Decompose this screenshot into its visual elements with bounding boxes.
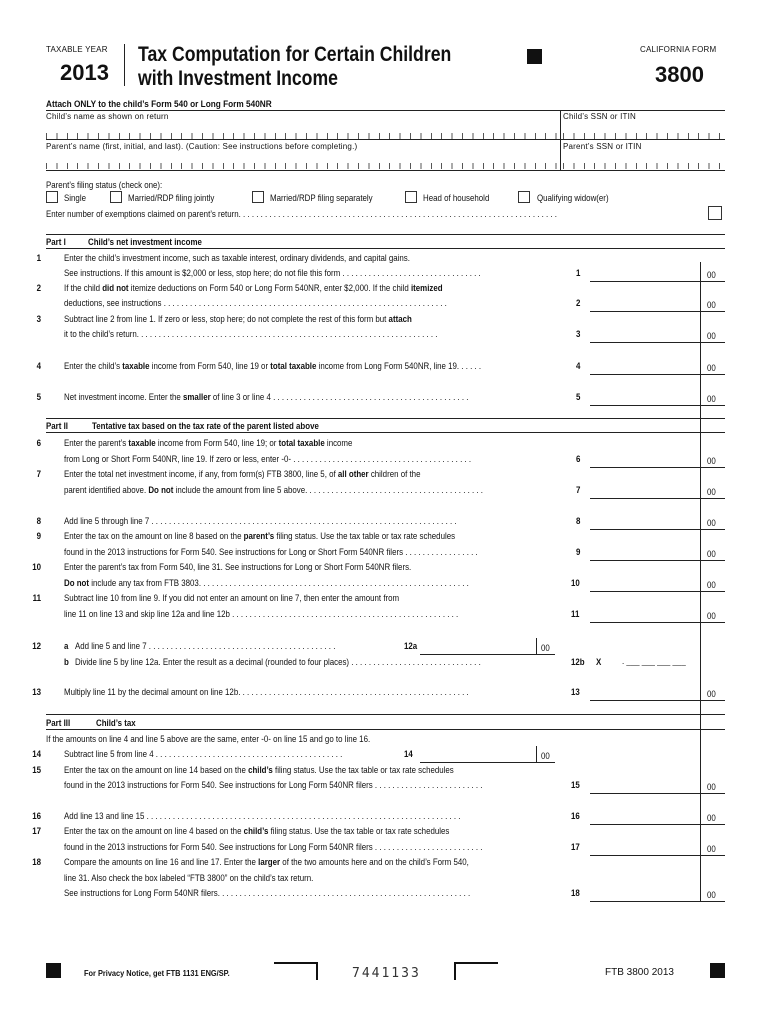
line-ref: 13 [571,687,580,697]
line-1-text-2: See instructions. If this amount is $2,000 or less, stop here; do not file this form . . . . . . . . . . . . . . . . . . . . . . . . . . . . . . . . [64,268,481,278]
line-13-text: Multiply line 11 by the decimal amount on line 12b. . . . . . . . . . . . . . . . . . . . . . . . . . . . . . . . . . . . . . . . . . . . . . . . . . . . . [64,687,469,697]
registration-mark [527,49,542,64]
line-number: 12 [32,641,41,651]
married-separately-label: Married/RDP filing separately [270,193,373,203]
line-ref: 2 [576,298,581,308]
line-14-text: Subtract line 5 from line 4 . . . . . . . . . . . . . . . . . . . . . . . . . . . . . . . . . . . . . . . . . . . [64,749,343,759]
registration-mark [46,963,61,978]
line-18-text-3: See instructions for Long Form 540NR filers. . . . . . . . . . . . . . . . . . . . . . . . . . . . . . . . . . . . . . . . . . . . . . . . . . . . . . . . . . [64,888,471,898]
line-12a-text: Add line 5 and line 7 . . . . . . . . . . . . . . . . . . . . . . . . . . . . . . . . . . . . . . . . . . . [75,641,336,651]
part-3-title: Child’s tax [96,718,136,728]
form-number: 3800 [655,62,704,87]
line-1-amount[interactable] [590,281,725,282]
line-11-text: Subtract line 10 from line 9. If you did not enter an amount on line 7, then enter the amount from [64,593,400,603]
line-13-amount[interactable] [590,700,725,701]
line-10-text-2: Do not include any tax from FTB 3803. . . . . . . . . . . . . . . . . . . . . . . . . . . . . . . . . . . . . . . . . . . . . . . . . . . . . . . . . . . . . . [64,578,469,588]
line-4-amount[interactable] [590,374,725,375]
parent-name-field[interactable] [46,163,558,169]
line-17-amount[interactable] [590,855,725,856]
part-rule [46,432,725,433]
part-rule [46,418,725,419]
line-18-amount[interactable] [590,901,725,902]
header-divider [124,44,125,86]
cents: 00 [707,580,716,590]
privacy-notice: For Privacy Notice, get FTB 1131 ENG/SP. [84,968,230,978]
part-3-intro: If the amounts on line 4 and line 5 above are the same, enter -0- on line 15 and go to line 16. [46,734,371,744]
registration-mark [710,963,725,978]
line-15-text: Enter the tax on the amount on line 14 based on the child’s filing status. Use the tax table or tax rate schedules [64,765,454,775]
married-jointly-label: Married/RDP filing jointly [128,193,215,203]
line-number: 9 [36,531,41,541]
part-rule [46,234,725,235]
single-checkbox[interactable] [46,191,58,203]
line-8-amount[interactable] [590,529,725,530]
single-label: Single [64,193,86,203]
cents-column-divider [700,262,701,902]
line-number: 6 [36,438,41,448]
cents: 00 [707,782,716,792]
line-ref: 3 [576,329,581,339]
tax-year: 2013 [60,60,109,85]
line-ref: 9 [576,547,581,557]
part-2-label: Part II [46,421,68,431]
line-ref: 16 [571,811,580,821]
part-2-title: Tentative tax based on the tax rate of the parent listed above [92,421,319,431]
cents: 00 [541,643,550,653]
head-of-household-label: Head of household [423,193,490,203]
line-15-amount[interactable] [590,793,725,794]
multiply-x: X [596,657,602,667]
line-12b-decimal-field[interactable]: . ___ ___ ___ ___ [622,656,686,666]
line-ref: 12b [571,657,585,667]
california-form-label: CALIFORNIA FORM [640,45,717,54]
cents: 00 [707,813,716,823]
line-number: 14 [32,749,41,759]
line-16-amount[interactable] [590,824,725,825]
line-14-amount[interactable] [420,762,555,763]
line-2-text-2: deductions, see instructions . . . . . . . . . . . . . . . . . . . . . . . . . . . . . . . . . . . . . . . . . . . . . . . . . . . . . . . . . . . . . . . . . [64,298,447,308]
line-number: 3 [36,314,41,324]
line-7-text: Enter the total net investment income, if any, from form(s) FTB 3800, line 5, of all other children of the [64,469,421,479]
cents: 00 [707,456,716,466]
line-6-text-2: from Long or Short Form 540NR, line 19. If zero or less, enter -0- . . . . . . . . . . . . . . . . . . . . . . . . . . . . . . . . . . . . . . . . . [64,454,472,464]
line-number: 13 [32,687,41,697]
line-number: 4 [36,361,41,371]
cents: 00 [707,549,716,559]
sub-letter: b [64,657,69,667]
line-ref: 12a [404,641,418,651]
cents: 00 [707,611,716,621]
line-ref: 10 [571,578,580,588]
line-2-text: If the child did not itemize deductions on Form 540 or Long Form 540NR, enter $2,000. If the child itemized [64,283,443,293]
corner-mark [274,962,318,980]
parent-ssn-field[interactable] [563,163,723,169]
part-rule [46,714,725,715]
line-number: 5 [36,392,41,402]
form-code: 7441133 [352,966,421,981]
rule [46,110,725,111]
cents: 00 [707,363,716,373]
ssn-divider [560,110,561,170]
line-6-amount[interactable] [590,467,725,468]
line-ref: 4 [576,361,581,371]
line-7-amount[interactable] [590,498,725,499]
line-9-text: Enter the tax on the amount on line 8 based on the parent’s filing status. Use the tax table or tax rate schedules [64,531,456,541]
line-ref: 14 [404,749,413,759]
qualifying-widow-label: Qualifying widow(er) [537,193,609,203]
cents-divider [536,746,537,762]
cents: 00 [707,844,716,854]
cents: 00 [707,394,716,404]
line-1-text: Enter the child’s investment income, such as taxable interest, ordinary dividends, and capital gains. [64,253,410,263]
line-7-text-2: parent identified above. Do not include the amount from line 5 above. . . . . . . . . . . . . . . . . . . . . . . . . . . . . . . . . . . . . . . . . [64,485,483,495]
line-number: 16 [32,811,41,821]
line-number: 18 [32,857,41,867]
line-number: 17 [32,826,41,836]
rule [46,170,725,171]
attach-note: Attach ONLY to the child’s Form 540 or Long Form 540NR [46,99,272,110]
parent-name-label: Parent’s name (first, initial, and last). (Caution: See instructions before completing.) [46,142,358,151]
line-3-amount[interactable] [590,342,725,343]
parent-ssn-label: Parent’s SSN or ITIN [563,142,642,151]
line-16-text: Add line 13 and line 15 . . . . . . . . . . . . . . . . . . . . . . . . . . . . . . . . . . . . . . . . . . . . . . . . . . . . . . . . . . . . . . . . . . . . . . . . [64,811,461,821]
line-ref: 11 [571,609,580,619]
line-3-text: Subtract line 2 from line 1. If zero or less, stop here; do not complete the rest of this form but attach [64,314,412,324]
line-5-amount[interactable] [590,405,725,406]
part-rule [46,729,725,730]
line-10-text: Enter the parent’s tax from Form 540, line 31. See instructions for Long or Short Form 540NR filers. [64,562,412,572]
part-3-label: Part III [46,718,71,728]
line-12a-amount[interactable] [420,654,555,655]
cents: 00 [707,689,716,699]
line-15-text-2: found in the 2013 instructions for Form 540. See instructions for Long Form 540NR filers . . . . . . . . . . . . . . . . . . . . . . . . . [64,780,483,790]
line-11-text-2: line 11 on line 13 and skip line 12a and line 12b . . . . . . . . . . . . . . . . . . . . . . . . . . . . . . . . . . . . . . . . . . . . . . . . . . . . [64,609,459,619]
line-number: 8 [36,516,41,526]
cents: 00 [707,890,716,900]
title-line-2: with Investment Income [138,67,338,90]
sub-letter: a [64,641,69,651]
married-jointly-checkbox[interactable] [110,191,122,203]
line-number: 15 [32,765,41,775]
child-ssn-label: Child’s SSN or ITIN [563,112,637,121]
cents-divider [536,638,537,654]
taxable-year-label: TAXABLE YEAR [46,45,108,54]
rule [46,139,725,140]
part-rule [46,248,725,249]
line-6-text: Enter the parent’s taxable income from Form 540, line 19; or total taxable income [64,438,353,448]
cents: 00 [707,270,716,280]
line-ref: 17 [571,842,580,852]
child-name-label: Child’s name as shown on return [46,112,169,121]
line-4-text: Enter the child’s taxable income from Form 540, line 19 or total taxable income from Long Form 540NR, line 19. . . . . . [64,361,482,371]
line-10-amount[interactable] [590,591,725,592]
line-number: 11 [32,593,41,603]
line-12b-text: Divide line 5 by line 12a. Enter the result as a decimal (rounded to four places) . . . . . . . . . . . . . . . . . . . . . . . . . . . . . . [75,657,481,667]
married-separately-checkbox[interactable] [252,191,264,203]
line-ref: 8 [576,516,581,526]
filing-status-label: Parent’s filing status (check one): [46,180,163,190]
cents: 00 [707,300,716,310]
form-id: FTB 3800 2013 [605,967,674,978]
line-5-text: Net investment income. Enter the smaller of line 3 or line 4 . . . . . . . . . . . . . . . . . . . . . . . . . . . . . . . . . . . . . . . . . . . . . [64,392,469,402]
line-ref: 5 [576,392,581,402]
head-of-household-checkbox[interactable] [405,191,417,203]
line-2-amount[interactable] [590,311,725,312]
cents: 00 [541,751,550,761]
line-ref: 6 [576,454,581,464]
line-ref: 15 [571,780,580,790]
line-number: 10 [32,562,41,572]
line-number: 7 [36,469,41,479]
line-ref: 1 [576,268,581,278]
line-17-text: Enter the tax on the amount on line 4 based on the child’s filing status. Use the tax table or tax rate schedules [64,826,450,836]
line-9-amount[interactable] [590,560,725,561]
line-11-amount[interactable] [590,622,725,623]
line-8-text: Add line 5 through line 7 . . . . . . . . . . . . . . . . . . . . . . . . . . . . . . . . . . . . . . . . . . . . . . . . . . . . . . . . . . . . . . . . . . . . . . [64,516,457,526]
line-number: 2 [36,283,41,293]
line-ref: 7 [576,485,581,495]
title-line-1: Tax Computation for Certain Children [138,43,452,66]
line-3-text-2: it to the child’s return. . . . . . . . . . . . . . . . . . . . . . . . . . . . . . . . . . . . . . . . . . . . . . . . . . . . . . . . . . . . . . . . . . . . . [64,329,438,339]
line-9-text-2: found in the 2013 instructions for Form 540. See instructions for Long or Short Form 540NR filers . . . . . . . . . . . . . . . . . [64,547,478,557]
form-title [138,43,451,91]
line-17-text-2: found in the 2013 instructions for Form 540. See instructions for Long Form 540NR filers . . . . . . . . . . . . . . . . . . . . . . . . . [64,842,483,852]
qualifying-widow-checkbox[interactable] [518,191,530,203]
line-18-text-2: line 31. Also check the box labeled “FTB 3800” on the child’s tax return. [64,873,314,883]
exemptions-line: Enter number of exemptions claimed on parent’s return. . . . . . . . . . . . . . . . . . . . . . . . . . . . . . . . . . . . . . . . . . . . . . . . . . . . . . . . . . . . . . . . . . . . . . . . . [46,209,557,219]
part-1-title: Child’s net investment income [88,237,202,247]
corner-mark [454,962,498,980]
line-18-text: Compare the amounts on line 16 and line 17. Enter the larger of the two amounts here and on the child’s Form 540, [64,857,469,867]
cents: 00 [707,331,716,341]
cents: 00 [707,487,716,497]
cents: 00 [707,518,716,528]
part-1-label: Part I [46,237,66,247]
line-number: 1 [36,253,41,263]
line-ref: 18 [571,888,580,898]
exemptions-box[interactable] [708,206,722,220]
